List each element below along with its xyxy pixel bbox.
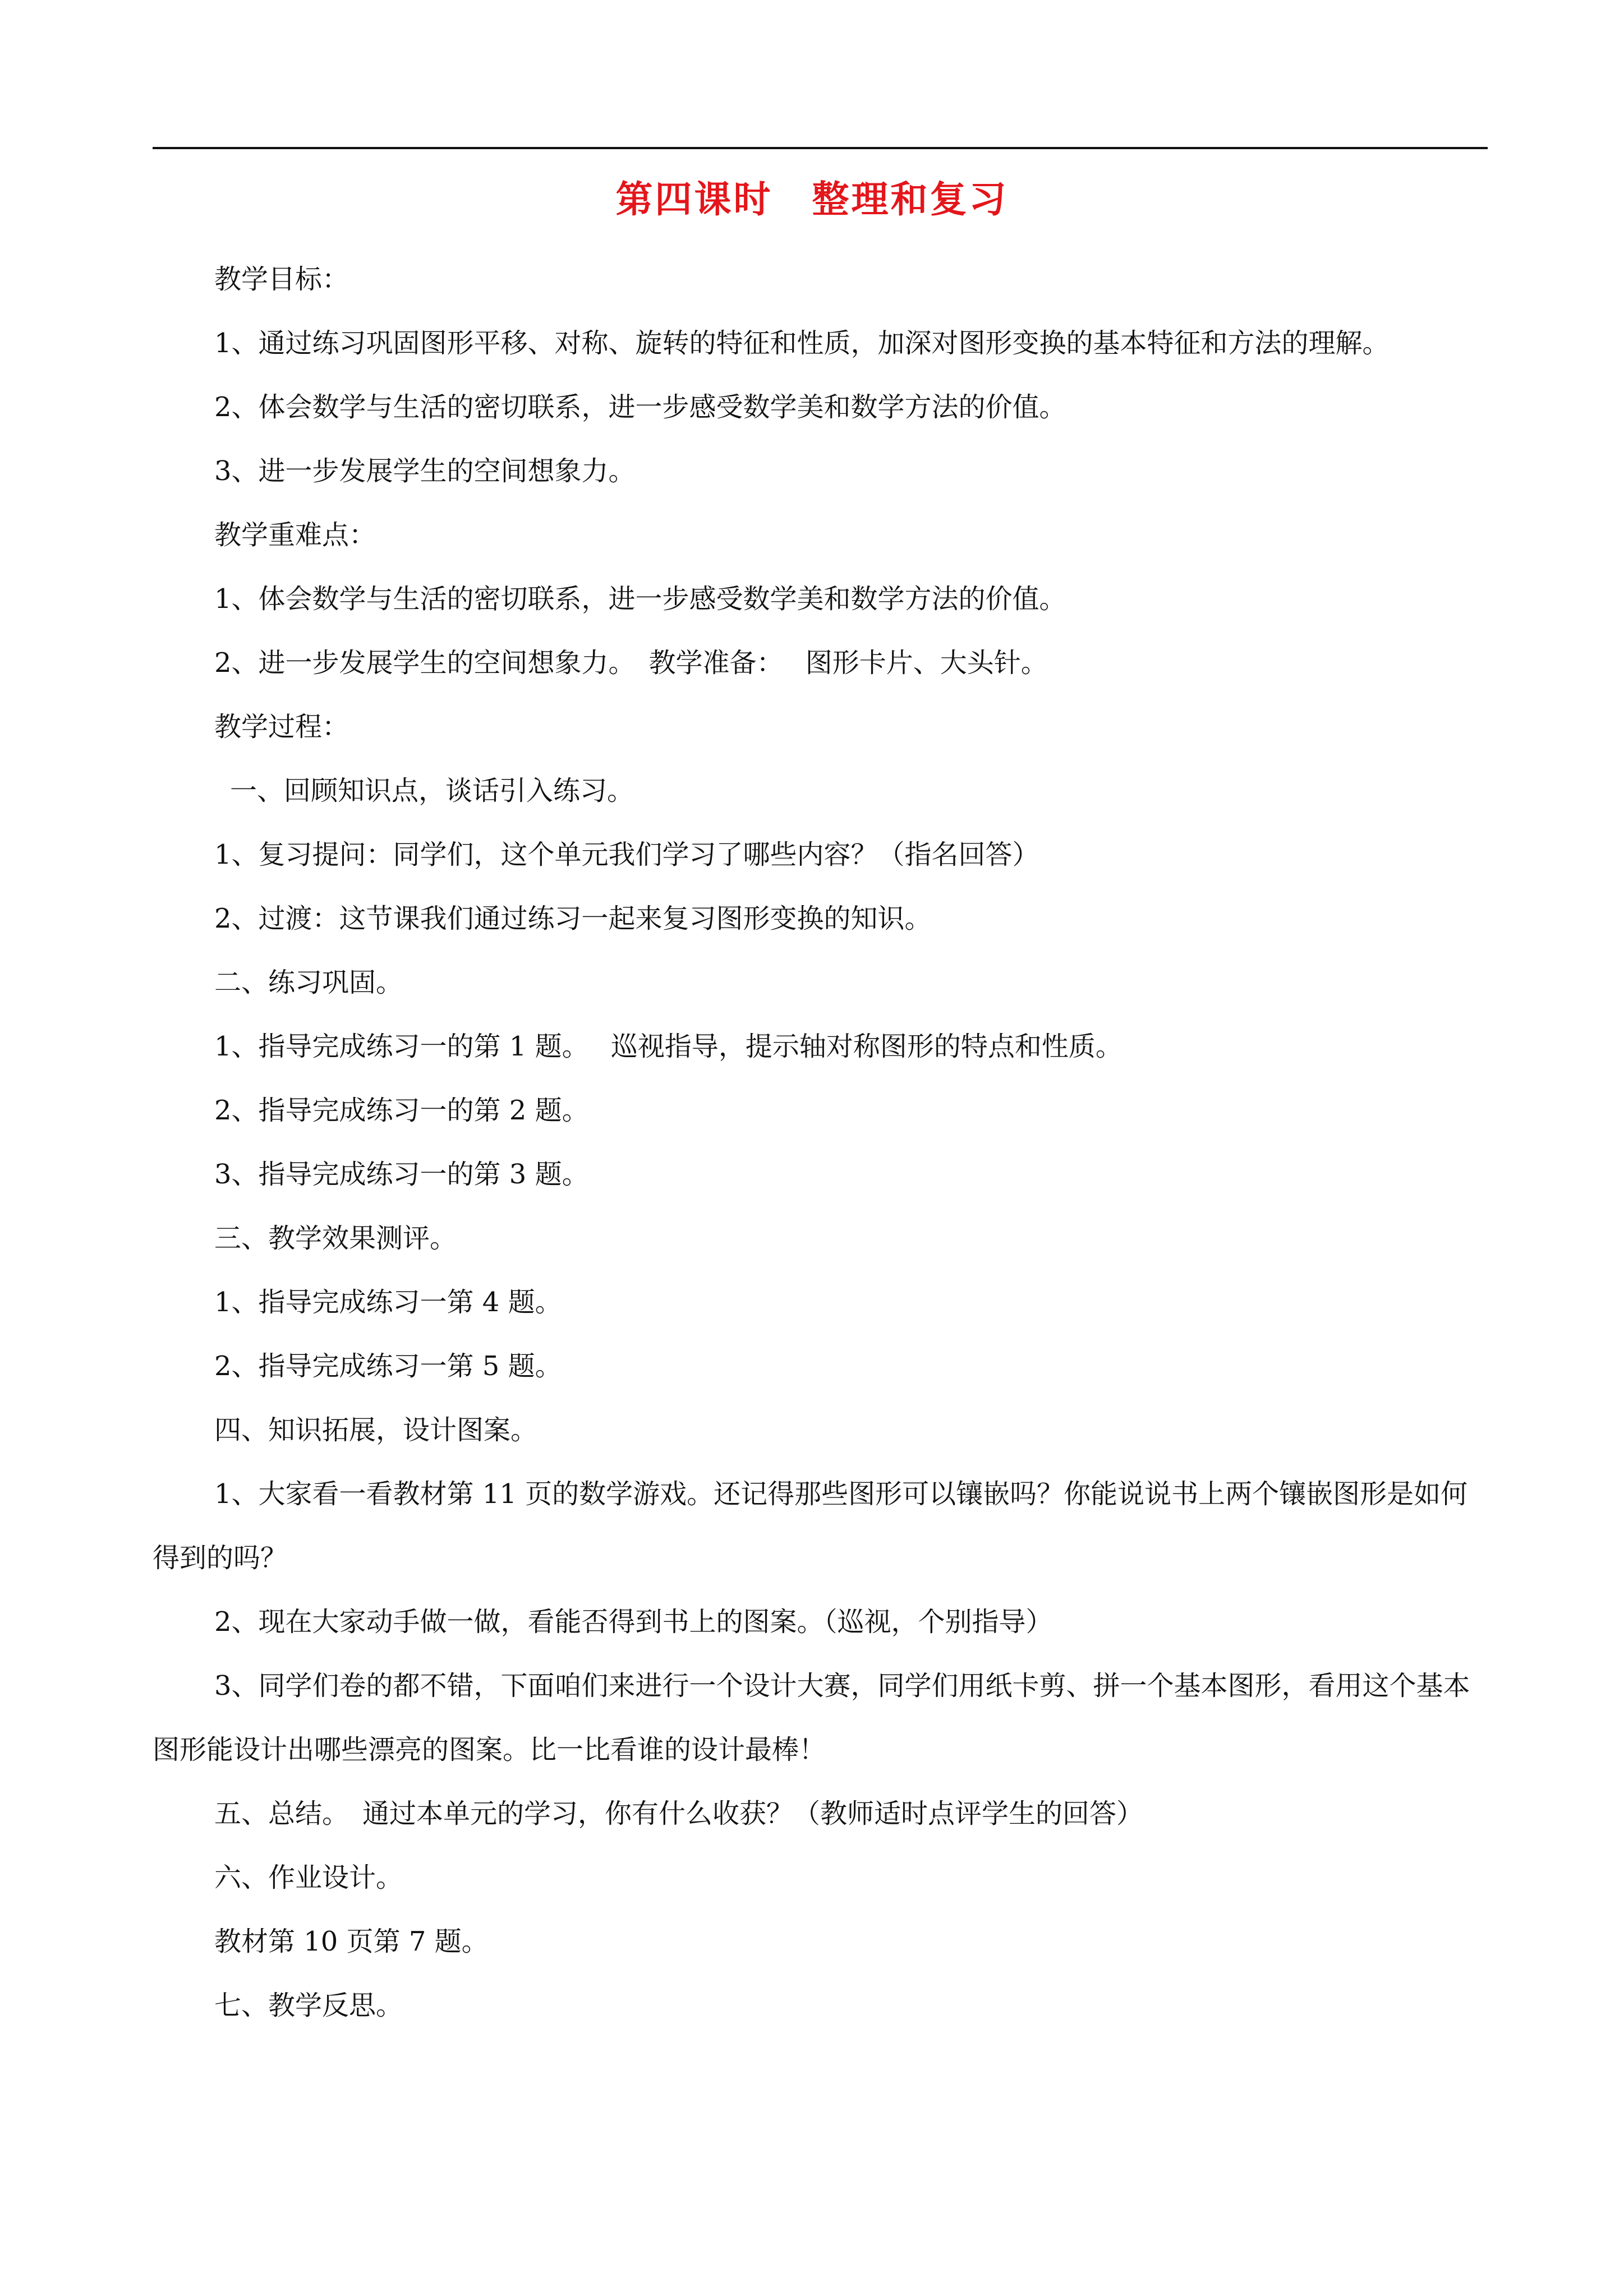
paragraph-section-2-item-3: 3、指导完成练习一的第 3 题。 bbox=[214, 1159, 589, 1190]
paragraph-process-heading: 教学过程： bbox=[214, 711, 349, 743]
paragraph-section-4: 四、知识拓展，设计图案。 bbox=[214, 1414, 538, 1446]
paragraph-section-2-item-1: 1、指导完成练习一的第 1 题。 巡视指导，提示轴对称图形的特点和性质。 bbox=[214, 1031, 1122, 1062]
paragraph-objective-1: 1、通过练习巩固图形平移、对称、旋转的特征和性质，加深对图形变换的基本特征和方法的理解。 bbox=[214, 328, 1390, 359]
paragraph-section-1-item-2: 2、过渡：这节课我们通过练习一起来复习图形变换的知识。 bbox=[214, 903, 932, 934]
paragraph-section-3: 三、教学效果测评。 bbox=[214, 1223, 457, 1254]
paragraph-section-4-item-3: 3、同学们卷的都不错，下面咱们来进行一个设计大赛，同学们用纸卡剪、拼一个基本图形，看用这个基本图形能设计出哪些漂亮的图案。比一比看谁的设计最棒！ bbox=[153, 1670, 1470, 1765]
paragraph-section-7: 七、教学反思。 bbox=[214, 1990, 403, 2021]
document-body bbox=[153, 247, 1488, 2037]
document-title: 第四课时 整理和复习 bbox=[615, 177, 1009, 221]
paragraph-section-4-item-2: 2、现在大家动手做一做，看能否得到书上的图案。（巡视，个别指导） bbox=[214, 1606, 1053, 1638]
paragraph-key-point-1: 1、体会数学与生活的密切联系，进一步感受数学美和数学方法的价值。 bbox=[214, 583, 1066, 615]
paragraph-objective-3: 3、进一步发展学生的空间想象力。 bbox=[214, 455, 636, 487]
paragraph-section-3-item-1: 1、指导完成练习一第 4 题。 bbox=[214, 1287, 562, 1318]
paragraph-section-3-item-2: 2、指导完成练习一第 5 题。 bbox=[214, 1350, 562, 1382]
paragraph-section-6: 六、作业设计。 bbox=[214, 1862, 403, 1893]
paragraph-section-1: 一、回顾知识点，谈话引入练习。 bbox=[230, 775, 634, 806]
paragraph-section-2: 二、练习巩固。 bbox=[214, 967, 403, 998]
paragraph-section-5: 五、总结。 通过本单元的学习，你有什么收获？（教师适时点评学生的回答） bbox=[214, 1798, 1144, 1829]
paragraph-objective-2: 2、体会数学与生活的密切联系，进一步感受数学美和数学方法的价值。 bbox=[214, 391, 1066, 423]
paragraph-objectives-heading: 教学目标： bbox=[214, 264, 349, 295]
paragraph-section-2-item-2: 2、指导完成练习一的第 2 题。 bbox=[214, 1095, 589, 1126]
paragraph-section-4-item-1: 1、大家看一看教材第 11 页的数学游戏。还记得那些图形可以镶嵌吗？你能说说书上两个镶嵌图形是如何得到的吗？ bbox=[153, 1478, 1468, 1574]
paragraph-key-points-heading: 教学重难点： bbox=[214, 519, 376, 551]
paragraph-section-6-item: 教材第 10 页第 7 题。 bbox=[214, 1926, 489, 1957]
header-rule bbox=[153, 147, 1488, 149]
paragraph-section-1-item-1: 1、复习提问：同学们，这个单元我们学习了哪些内容？（指名回答） bbox=[214, 839, 1039, 870]
paragraph-key-point-2: 2、进一步发展学生的空间想象力。 教学准备： 图形卡片、大头针。 bbox=[214, 647, 1048, 679]
